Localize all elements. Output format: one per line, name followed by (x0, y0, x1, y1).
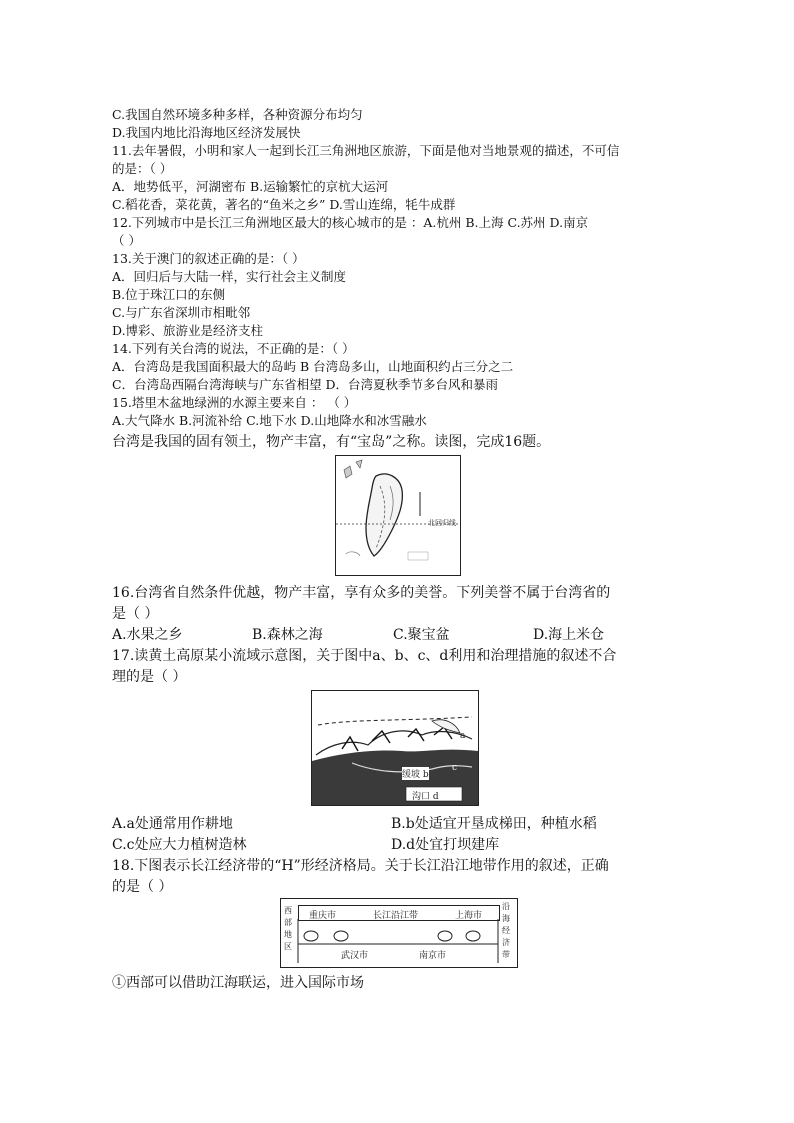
q16-stem: 16.台湾省自然条件优越，物产丰富，享有众多的美誉。下列美誉不属于台湾省的 (112, 585, 611, 601)
loess-watershed-figure (311, 690, 479, 806)
q16-intro: 台湾是我国的固有领土，物产丰富，有“宝岛”之称。读图，完成16题。 (112, 434, 551, 450)
q14-options-ab: A．台湾岛是我国面积最大的岛屿 B 台湾岛多山，山地面积约占三分之二 (112, 359, 514, 374)
h-pattern-figure (280, 898, 518, 968)
q16-option-c: C.聚宝盆 (393, 627, 450, 643)
q12-stem: 12.下列城市中是长江三角洲地区最大的核心城市的是 ：A.杭州 B.上海 C.苏州 D.南京 (112, 215, 589, 230)
q13-option-d: D.博彩、旅游业是经济支柱 (112, 323, 264, 338)
q12-blank: （ ） (112, 233, 141, 248)
q18-stem-cont: 的是（ ） (112, 879, 173, 895)
q10-option-d: D.我国内地比沿海地区经济发展快 (112, 125, 301, 140)
q13-stem: 13.关于澳门的叙述正确的是：（ ） (112, 251, 305, 266)
chongqing-label: 重庆市 (309, 911, 337, 921)
q11-stem-cont: 的是：（ ） (112, 161, 173, 176)
watershed-drawing (312, 691, 478, 805)
q18-option-1: ①西部可以借助江海联运，进入国际市场 (112, 975, 364, 991)
shanghai-label: 上海市 (455, 911, 483, 921)
label-c: c (452, 763, 458, 773)
nanjing-label: 南京市 (419, 951, 447, 961)
q11-stem: 11.去年暑假，小明和家人一起到长江三角洲地区旅游，下面是他对当地景观的描述，不可信 (112, 143, 620, 158)
q15-options: A.大气降水 B.河流补给 C.地下水 D.山地降水和冰雪融水 (112, 413, 427, 428)
q17-stem: 17.读黄土高原某小流域示意图，关于图中a、b、c、d利用和治理措施的叙述不合 (112, 648, 617, 664)
q11-options-cd: C.稻花香，菜花黄，著名的“鱼米之乡” D.雪山连绵，牦牛成群 (112, 197, 456, 212)
q17-option-c: C.c处应大力植树造林 (112, 837, 247, 853)
label-d: 沟口 d (412, 792, 439, 802)
taiwan-map-drawing (336, 456, 460, 575)
q18-stem: 18.下图表示长江经济带的“H”形经济格局。关于长江沿江地带作用的叙述，正确 (112, 858, 609, 874)
q17-option-d: D.d处宜打坝建库 (391, 837, 500, 853)
q17-option-a: A.a处通常用作耕地 (112, 816, 233, 832)
q13-option-b: B.位于珠江口的东侧 (112, 287, 226, 302)
q15-stem: 15.塔里木盆地绿洲的水源主要来自 ： （ ） (112, 395, 357, 410)
q10-option-c: C.我国自然环境多种多样，各种资源分布均匀 (112, 107, 363, 122)
tropic-of-cancer-label: 北回归线 (428, 519, 456, 527)
taiwan-map-figure (335, 455, 461, 576)
q16-stem-cont: 是（ ） (112, 606, 159, 622)
label-b: 缓坡 b (402, 767, 429, 780)
q17-stem-cont: 理的是（ ） (112, 669, 187, 685)
q14-stem: 14.下列有关台湾的说法，不正确的是：（ ） (112, 341, 355, 356)
q14-options-cd: C．台湾岛西隔台湾海峡与广东省相望 D．台湾夏秋季节多台风和暴雨 (112, 377, 499, 392)
wuhan-label: 武汉市 (341, 951, 369, 961)
q11-options-ab: A．地势低平，河湖密布 B.运输繁忙的京杭大运河 (112, 179, 389, 194)
coastal-belt-label: 沿海经济带 (502, 902, 510, 959)
q13-option-a: A．回归后与大陆一样，实行社会主义制度 (112, 269, 347, 284)
q13-option-c: C.与广东省深圳市相毗邻 (112, 305, 251, 320)
yangtze-belt-label: 长江沿江带 (373, 911, 419, 921)
q17-option-b: B.b处适宜开垦成梯田，种植水稻 (391, 816, 597, 832)
west-region-label: 西部地区 (284, 906, 292, 951)
q16-option-a: A.水果之乡 (112, 627, 183, 643)
q16-option-b: B.森林之海 (252, 627, 323, 643)
q16-option-d: D.海上米仓 (533, 627, 605, 643)
city-markers (281, 899, 517, 967)
label-a: a (460, 731, 466, 741)
